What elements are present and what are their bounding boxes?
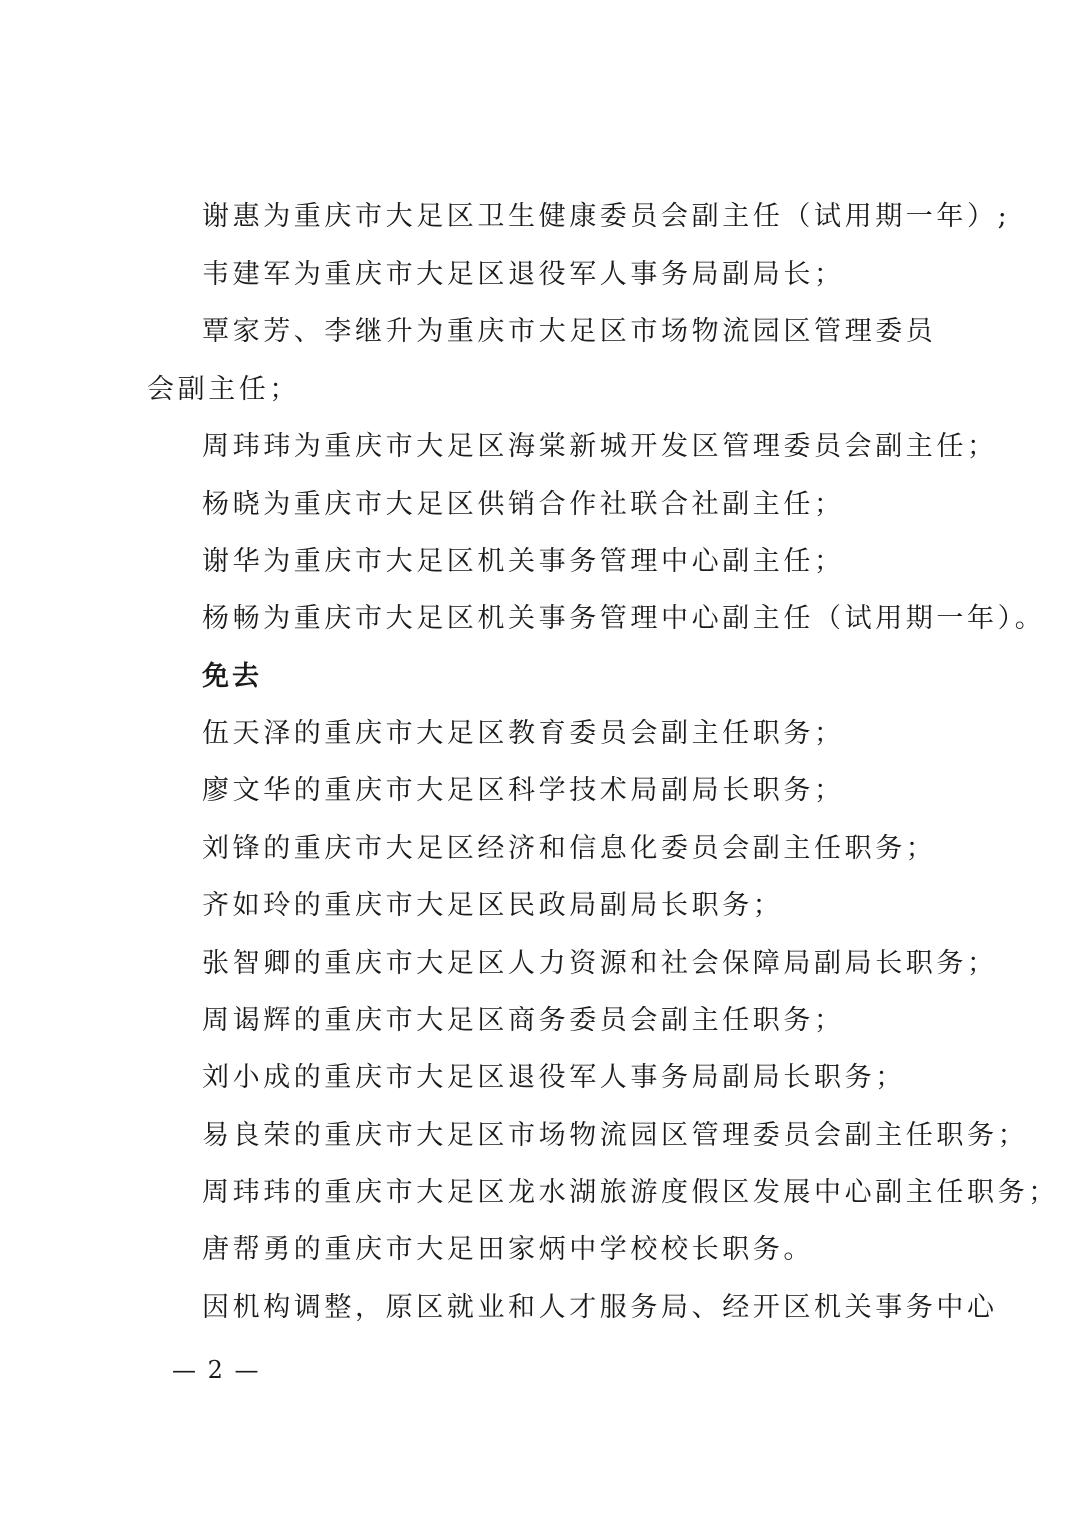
appointment-line: 谢惠为重庆市大足区卫生健康委员会副主任（试用期一年）; [202, 201, 1011, 232]
dismissal-line: 齐如玲的重庆市大足区民政局副局长职务； [202, 890, 784, 921]
dismissal-line: 张智卿的重庆市大足区人力资源和社会保障局副局长职务； [202, 948, 998, 979]
appointment-line: 韦建军为重庆市大足区退役军人事务局副局长； [202, 259, 845, 290]
dismissal-line: 伍天泽的重庆市大足区教育委员会副主任职务； [202, 718, 845, 749]
closing-paragraph: 因机构调整，原区就业和人才服务局、经开区机关事务中心 [202, 1292, 998, 1323]
dismissal-line: 周玮玮的重庆市大足区龙水湖旅游度假区发展中心副主任职务； [202, 1177, 1059, 1208]
appointment-line: 周玮玮为重庆市大足区海棠新城开发区管理委员会副主任； [202, 431, 998, 462]
dismissal-line: 唐帮勇的重庆市大足田家炳中学校校长职务。 [202, 1234, 814, 1265]
appointment-line: 谢华为重庆市大足区机关事务管理中心副主任； [202, 546, 845, 577]
dismissal-heading: 免去 [202, 661, 262, 692]
dismissal-line: 刘锋的重庆市大足区经济和信息化委员会副主任职务； [202, 833, 937, 864]
appointment-paragraph: 覃家芳、李继升为重庆市大足区市场物流园区管理委员会副主任； [147, 316, 937, 405]
appointment-line: 杨畅为重庆市大足区机关事务管理中心副主任（试用期一年）。 [202, 603, 1046, 634]
appointment-line: 杨晓为重庆市大足区供销合作社联合社副主任； [202, 489, 845, 520]
dismissal-line: 廖文华的重庆市大足区科学技术局副局长职务； [202, 775, 845, 806]
dismissal-line: 易良荣的重庆市大足区市场物流园区管理委员会副主任职务； [202, 1120, 1029, 1151]
dismissal-line: 刘小成的重庆市大足区退役军人事务局副局长职务； [202, 1062, 906, 1093]
page-number: — 2 — [172, 1356, 261, 1384]
dismissal-line: 周谒辉的重庆市大足区商务委员会副主任职务； [202, 1005, 845, 1036]
